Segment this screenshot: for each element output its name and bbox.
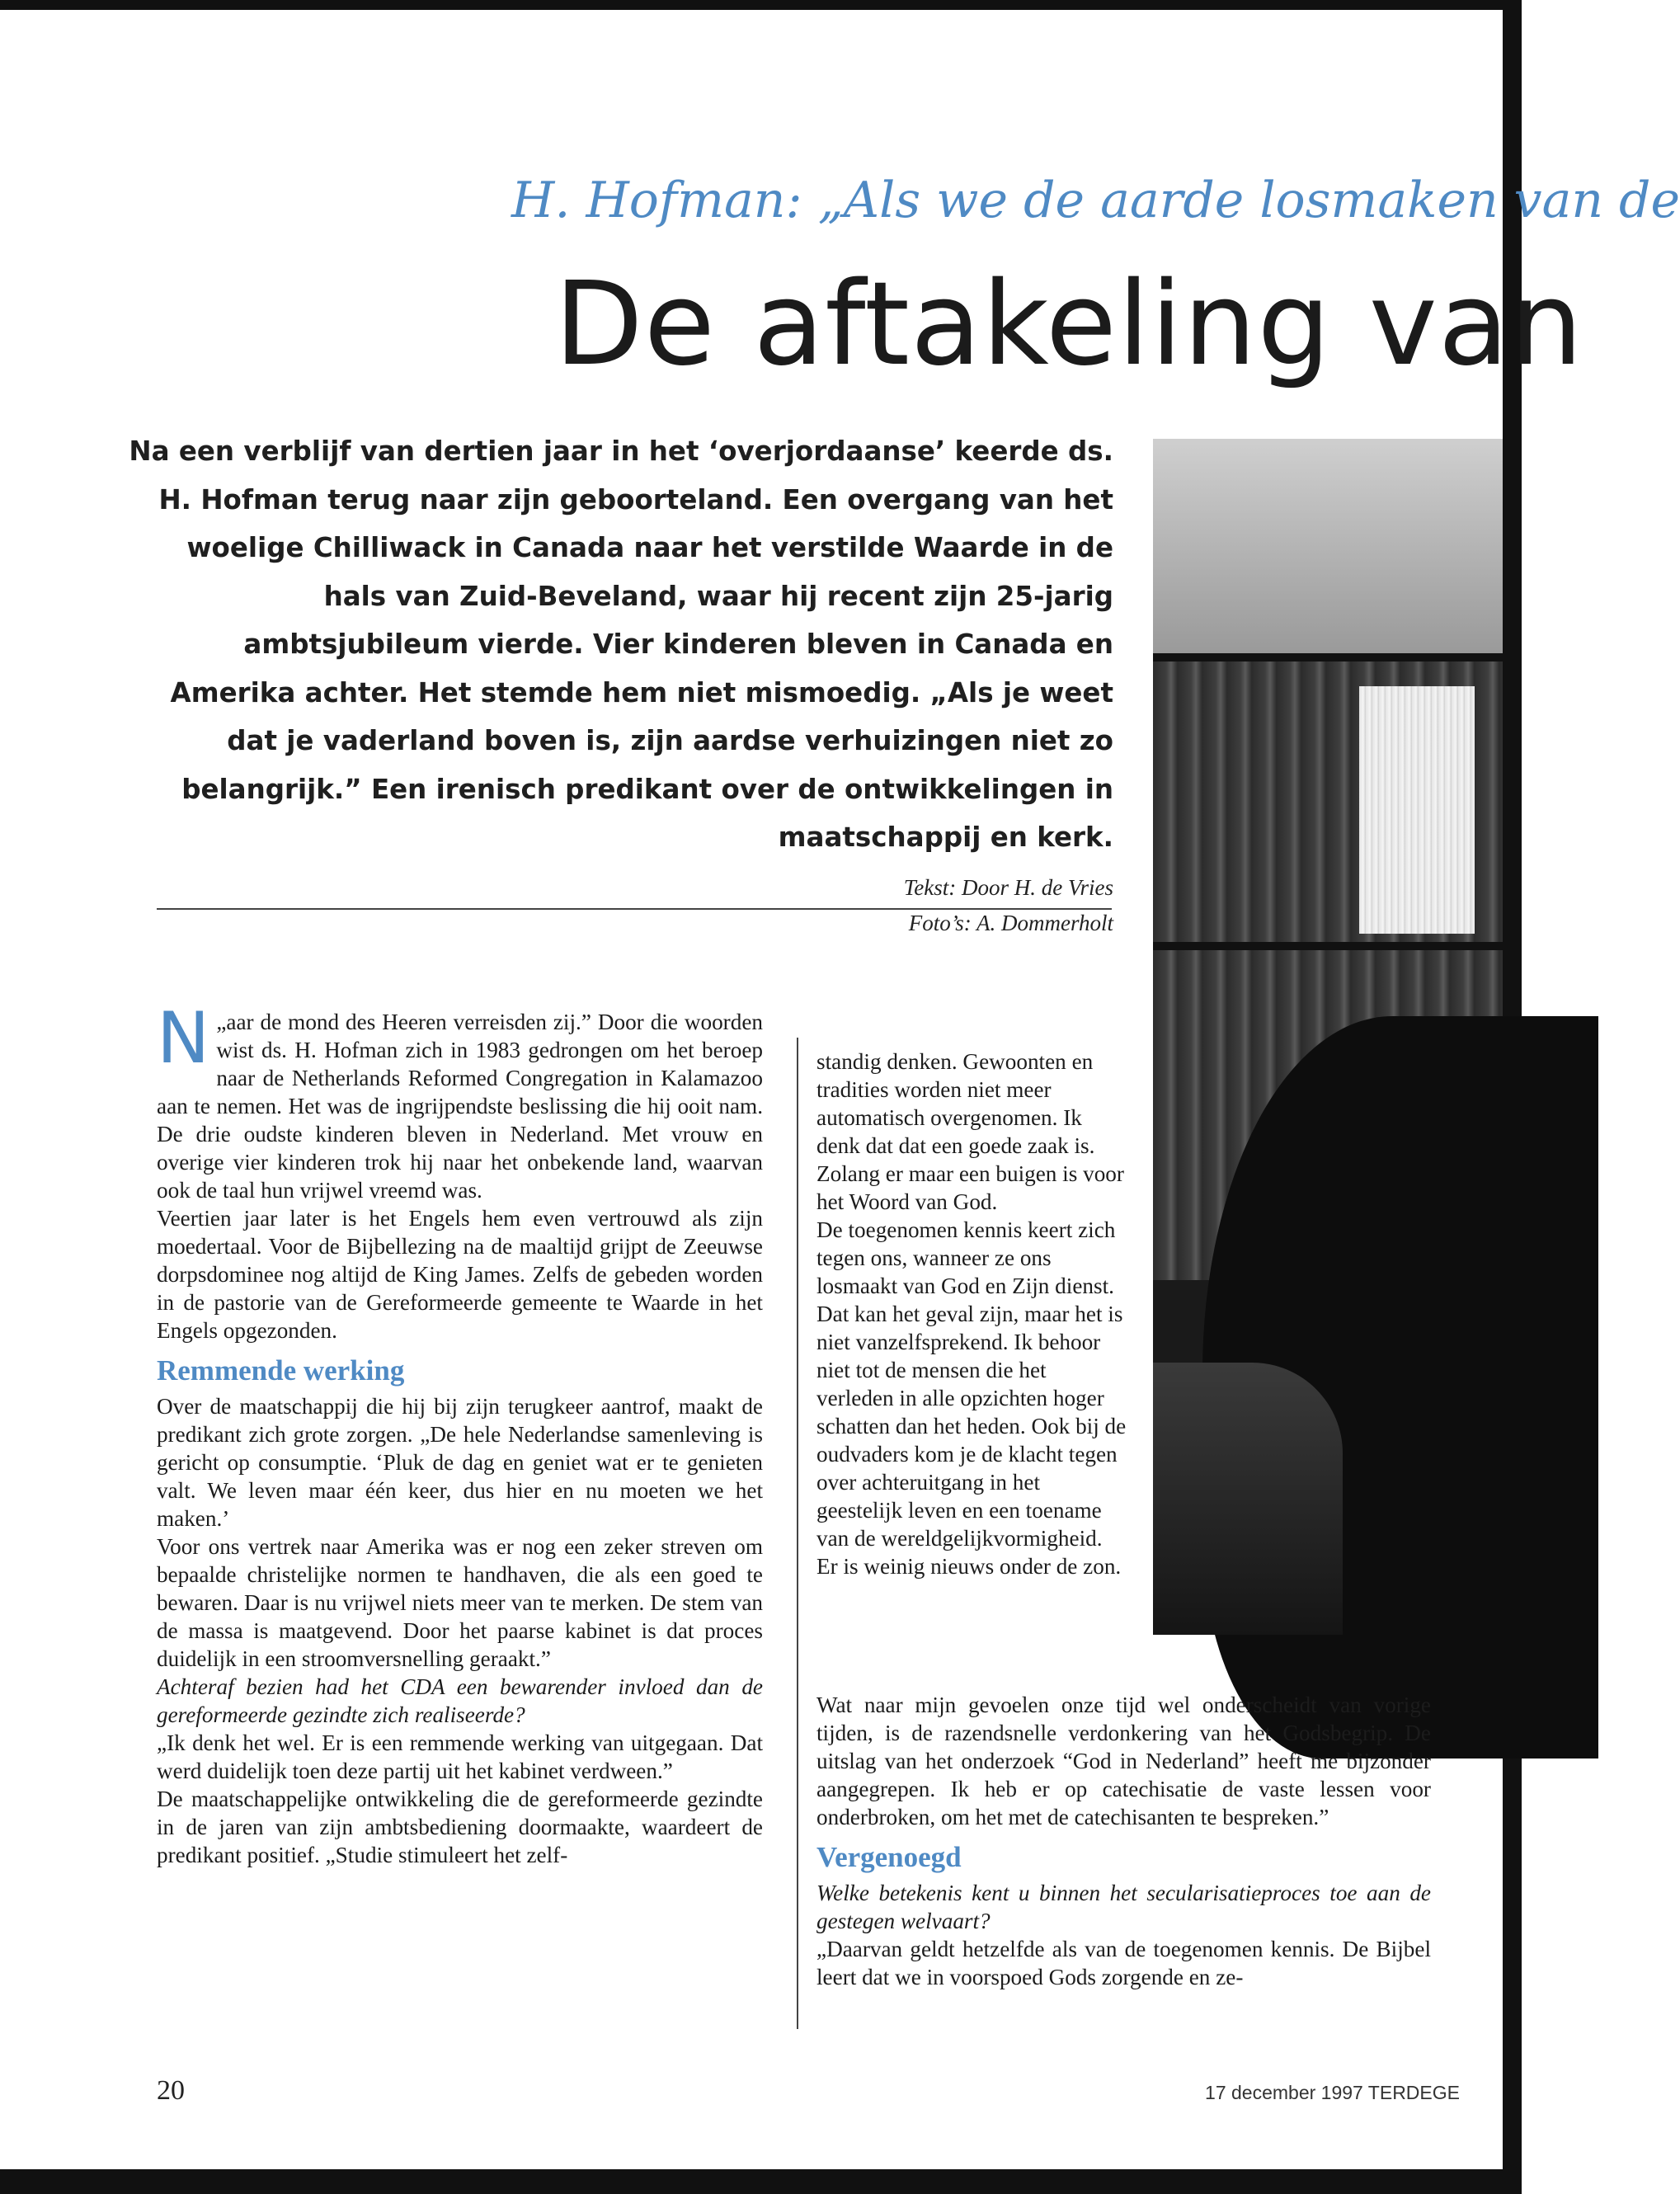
photo-book-pages (1359, 686, 1475, 934)
text-credit: Tekst: Door H. de Vries (903, 875, 1113, 900)
scan-border-bottom (0, 2169, 1522, 2194)
column-right-narrow (816, 1048, 1127, 1580)
paragraph: „Daarvan geldt hetzelfde als van de toegenomen kennis. De Bijbel leert dat we in voorspoed Gods zorgende en ze- (816, 1937, 1431, 1989)
paragraph: Veertien jaar later is het Engels hem even vertrouwd als zijn moedertaal. Voor de Bijbellezing na de maaltijd grijpt de Zeeuwse dorpsdominee nog altijd de King James. Zelfs de gebeden worden in de pastorie van de Gereformeerde gemeente te Waarde in het Engels opgezonden. (157, 1206, 763, 1343)
credits (742, 870, 1113, 941)
issue-info: 17 december 1997 TERDEGE (1205, 2082, 1460, 2103)
subheading-remmende-werking: Remmende werking (157, 1354, 405, 1387)
photo-window-light (1153, 439, 1503, 653)
photo-shelf (1153, 653, 1503, 661)
photo-credit: Foto’s: A. Dommerholt (908, 911, 1113, 935)
paragraph: standig denken. Gewoonten en tradities worden niet meer automatisch overgenomen. Ik denk dat dat een goede zaak is. Zolang er maar een buigen is voor het Woord van God. (816, 1049, 1124, 1214)
photo-chair (1153, 1363, 1343, 1635)
intro-lead: Na een verblijf van dertien jaar in het ‘overjordaanse’ keerde ds. H. Hofman terug naar zijn geboorteland. Een overgang van het woelige Chilliwack in Canada naar het verstilde Waarde in de hals van Zuid-Beveland, waar hij recent zijn 25-jarig ambtsjubileum vierde. Vier kinderen bleven in Canada en Amerika achter. Het stemde hem niet mismoedig. „Als je weet dat je vaderland boven is, zijn aardse verhuizingen niet zo belangrijk.” Een irenisch predikant over de ontwikkelingen in maatschappij en kerk. (129, 436, 1113, 853)
subheading-vergenoegd: Vergenoegd (816, 1841, 962, 1873)
kicker-quote: H. Hofman: „Als we de aarde losmaken van de (511, 172, 1680, 229)
paragraph: Over de maatschappij die hij bij zijn terugkeer aantrof, maakt de predikant zich grote zorgen. „De hele Nederlandse samenleving is gericht op consumptie. ‘Pluk de dag en geniet wat er te genieten valt. We leven maar één keer, dus hier en nu moeten we het maken.’ (157, 1394, 763, 1531)
column-left (157, 997, 763, 1869)
scan-border-top (0, 0, 1522, 10)
paragraph: De toegenomen kennis keert zich tegen ons, wanneer ze ons losmaakt van God en Zijn dienst. Dat kan het geval zijn, maar het is niet vanzelfsprekend. Ik behoor niet tot de mensen die het verleden in alle opzichten hoger schatten dan het heden. Ook bij de oudvaders kom je de klacht tegen over achteruitgang in het geestelijk leven en een toename van de wereldgelijkvormigheid. Er is weinig nieuws onder de zon. (816, 1217, 1127, 1579)
paragraph: De maatschappelijke ontwikkeling die de gereformeerde gezindte in de jaren van zijn ambtsbediening doormaakte, waardeert de predikant positief. „Studie stimuleert het zelf- (157, 1787, 763, 1867)
credit-rule (157, 908, 1112, 910)
column-rule (797, 1038, 798, 2029)
paragraph: Voor ons vertrek naar Amerika was er nog een zeker streven om bepaalde christelijke normen te handhaven, die als een goed te bewaren. Daar is nu vrijwel niets meer van te merken. De stem van de massa is maatgevend. Door het paarse kabinet is dat proces duidelijk in een stroomversnelling geraakt.” (157, 1534, 763, 1671)
column-right-wide (816, 1691, 1431, 1991)
interview-question: Achteraf bezien had het CDA een bewarender invloed dan de gereformeerde gezindte zich realiseerde? (157, 1674, 763, 1727)
photo-shelf (1153, 942, 1503, 950)
page-number: 20 (157, 2075, 185, 2106)
paragraph: Wat naar mijn gevoelen onze tijd wel onderscheidt van vorige tijden, is de razendsnelle verdonkering van het Godsbegrip. De uitslag van het onderzoek “God in Nederland” heeft me bijzonder aangegrepen. Ik heb er op catechisatie de vaste lessen voor onderbroken, om het met de catechisanten te bespreken.” (816, 1693, 1431, 1829)
article-title: De aftakeling van (554, 257, 1584, 392)
paragraph: „Ik denk het wel. Er is een remmende werking van uitgegaan. Dat werd duidelijk toen deze partij uit het kabinet verdween.” (157, 1730, 763, 1783)
interview-question: Welke betekenis kent u binnen het secularisatieproces toe aan de gestegen welvaart? (816, 1881, 1431, 1933)
dropcap: N (157, 997, 210, 1080)
paragraph: „aar de mond des Heeren verreisden zij.” Door die woorden wist ds. H. Hofman zich in 1983 gedrongen om het beroep naar de Netherlands Reformed Congregation in Kalamazoo aan te nemen. Het was de ingrijpendste beslissing die hij ooit nam. De drie oudste kinderen bleven in Nederland. Met vrouw en overige vier kinderen trok hij naar het onbekende land, waarvan ook de taal hun vrijwel vreemd was. (157, 1010, 763, 1203)
portrait-photo-bookshelf (1153, 439, 1503, 1635)
